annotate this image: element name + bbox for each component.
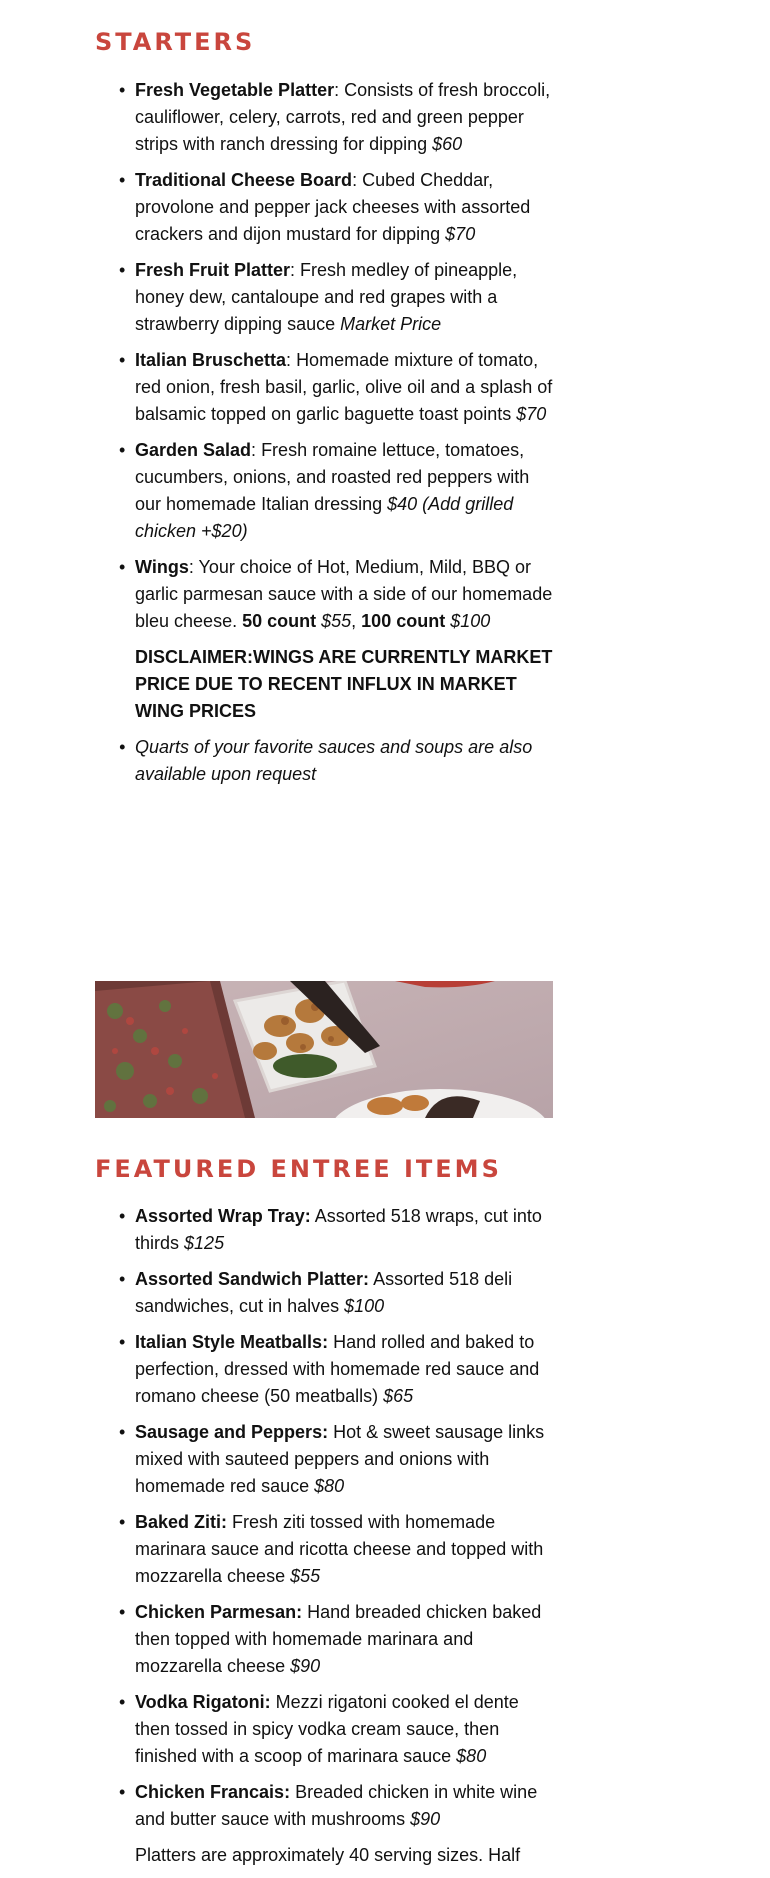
servings-footnote: Platters are approximately 40 serving sizes. Half xyxy=(135,1845,521,1865)
wings-disclaimer: DISCLAIMER:WINGS ARE CURRENTLY MARKET PRICE DUE TO RECENT INFLUX IN MARKET WING PRICES xyxy=(135,647,553,721)
item-name: Fresh Fruit Platter xyxy=(135,260,291,280)
item-price: $70 xyxy=(445,224,476,244)
item-price: $90 xyxy=(410,1809,441,1829)
menu-item-wings: • Wings: Your choice of Hot, Medium, Mild, BBQ or garlic parmesan sauce with a side of our homemade bleu cheese. 50 count $55, 100 count $100 xyxy=(135,554,553,635)
menu-item xyxy=(135,1203,553,1257)
entrees-list-container xyxy=(95,1203,553,1878)
item-price: $100 xyxy=(450,611,491,631)
starters-section xyxy=(95,28,553,56)
item-price: $55 xyxy=(321,611,352,631)
item-price: $60 xyxy=(432,134,463,154)
item-description: Consists of fresh broccoli, cauliflower, celery, carrots, red and green pepper strips with ranch dressing for dipping xyxy=(135,80,551,154)
starters-list xyxy=(95,77,553,788)
item-name: Baked Ziti: xyxy=(135,1512,228,1532)
menu-item xyxy=(135,1266,553,1320)
catering-photo-graphic xyxy=(95,981,553,1118)
item-name: Italian Style Meatballs: xyxy=(135,1332,329,1352)
starters-list-container xyxy=(95,77,553,797)
item-name: Assorted Sandwich Platter: xyxy=(135,1269,370,1289)
menu-item: • Traditional Cheese Board: Cubed Cheddar, provolone and pepper jack cheeses with assorted crackers and dijon mustard for dipping $70 xyxy=(135,167,553,248)
item-name: Fresh Vegetable Platter xyxy=(135,80,335,100)
menu-item xyxy=(135,1509,553,1590)
starters-heading: STARTERS xyxy=(95,28,256,56)
item-description: Homemade mixture of tomato, red onion, fresh basil, garlic, olive oil and a splash of balsamic topped on garlic baguette toast points xyxy=(135,350,553,424)
item-price: $65 xyxy=(383,1386,414,1406)
entrees-section xyxy=(95,1155,553,1183)
item-description: Mezzi rigatoni cooked el dente then tossed in spicy vodka cream sauce, then finished with a scoop of marinara sauce xyxy=(135,1692,519,1766)
item-description: Your choice of Hot, Medium, Mild, BBQ or garlic parmesan sauce with a side of our homemade bleu cheese. xyxy=(135,557,553,631)
item-name: Wings xyxy=(135,557,189,577)
item-price: $40 (Add grilled chicken +$20) xyxy=(135,494,514,541)
item-price: $125 xyxy=(184,1233,225,1253)
item-name: Traditional Cheese Board xyxy=(135,170,353,190)
menu-item: • Fresh Fruit Platter: Fresh medley of pineapple, honey dew, cantaloupe and red grapes with a strawberry dipping sauce Market Price xyxy=(135,257,553,338)
item-name: Sausage and Peppers: xyxy=(135,1422,329,1442)
menu-item: • Fresh Vegetable Platter: Consists of fresh broccoli, cauliflower, celery, carrots, red and green pepper strips with ranch dressing for dipping $60 xyxy=(135,77,553,158)
menu-item: • Italian Bruschetta: Homemade mixture of tomato, red onion, fresh basil, garlic, olive oil and a splash of balsamic topped on garlic baguette toast points $70 xyxy=(135,347,553,428)
count-option: 50 count xyxy=(242,611,317,631)
entrees-list xyxy=(95,1203,553,1869)
item-name: Assorted Wrap Tray: xyxy=(135,1206,311,1226)
item-name: Italian Bruschetta xyxy=(135,350,287,370)
item-name: Garden Salad xyxy=(135,440,252,460)
count-option: 100 count xyxy=(361,611,446,631)
item-description: Breaded chicken in white wine and butter sauce with mushrooms xyxy=(135,1782,538,1829)
item-description: Cubed Cheddar, provolone and pepper jack cheeses with assorted crackers and dijon mustard for dipping xyxy=(135,170,531,244)
menu-item xyxy=(135,1689,553,1770)
sauces-note: • Quarts of your favorite sauces and soups are also available upon request xyxy=(135,734,553,788)
item-price: $55 xyxy=(290,1566,321,1586)
item-name: Chicken Francais: xyxy=(135,1782,291,1802)
menu-item xyxy=(135,1599,553,1680)
menu-item xyxy=(135,1419,553,1500)
item-description: Fresh ziti tossed with homemade marinara sauce and ricotta cheese and topped with mozzarella cheese xyxy=(135,1512,544,1586)
menu-item xyxy=(135,1329,553,1410)
item-description: Fresh medley of pineapple, honey dew, cantaloupe and red grapes with a strawberry dipping sauce xyxy=(135,260,518,334)
menu-item xyxy=(135,1779,553,1833)
item-price: $80 xyxy=(314,1476,345,1496)
menu-item: • Garden Salad: Fresh romaine lettuce, tomatoes, cucumbers, onions, and roasted red peppers with our homemade Italian dressing $40 (Add grilled chicken +$20) xyxy=(135,437,553,545)
item-price: Market Price xyxy=(340,314,442,334)
entrees-heading: FEATURED ENTREE ITEMS xyxy=(95,1155,502,1183)
item-price: $100 xyxy=(344,1296,385,1316)
item-name: Chicken Parmesan: xyxy=(135,1602,303,1622)
item-name: Vodka Rigatoni: xyxy=(135,1692,271,1712)
item-description: Hand rolled and baked to perfection, dressed with homemade red sauce and romano cheese (50 meatballs) xyxy=(135,1332,540,1406)
item-description: Assorted 518 deli sandwiches, cut in halves xyxy=(135,1269,513,1316)
item-price: $80 xyxy=(456,1746,487,1766)
item-description: Fresh romaine lettuce, tomatoes, cucumbers, onions, and roasted red peppers with our homemade Italian dressing xyxy=(135,440,530,514)
item-price: $90 xyxy=(290,1656,321,1676)
item-price: $70 xyxy=(516,404,547,424)
food-photo xyxy=(95,981,553,1118)
item-description: Assorted 518 wraps, cut into thirds xyxy=(135,1206,542,1253)
item-description: Hand breaded chicken baked then topped with homemade marinara and mozzarella cheese xyxy=(135,1602,542,1676)
item-description: Hot & sweet sausage links mixed with sauteed peppers and onions with homemade red sauce xyxy=(135,1422,545,1496)
